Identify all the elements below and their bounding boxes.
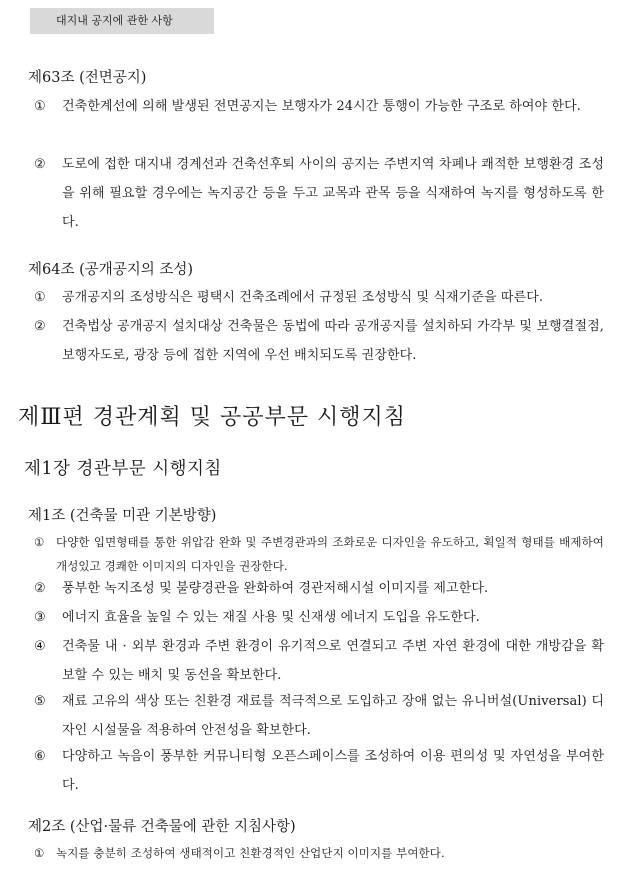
item-text: 에너지 효율을 높일 수 있는 재질 사용 및 신재생 에너지 도입을 유도한다. [62,610,480,625]
article-1-item-5 [34,687,604,745]
article-63-item-1 [34,92,604,121]
chapter-title: 제1장 경관부문 시행지침 [24,459,222,479]
item-text: 녹지를 충분히 조성하여 생태적이고 친환경적인 산업단지 이미지를 부여한다. [56,846,445,860]
item-text: 도로에 접한 대지내 경계선과 건축선후퇴 사이의 공지는 주변지역 차폐나 쾌적한 보행환경 조성을 위해 필요할 경우에는 녹지공간 등을 두고 교목과 관목 등을 식재하여 녹지를 형성하도록 한다. [62,157,604,230]
item-number: ② [34,581,46,596]
section-header: 대지내 공지에 관한 사항 [30,8,214,34]
item-number: ② [34,157,46,172]
item-text: 다양한 입면형태를 통한 위압감 완화 및 주변경관과의 조화로운 디자인을 유도하고, 획일적 형태를 배제하여 개성있고 경쾌한 이미지의 디자인을 권장한다. [56,535,604,573]
article-2-item-1 [34,841,604,865]
article-64-title: 제64조 (공개공지의 조성) [28,262,194,278]
article-1-item-2 [34,574,604,603]
article-2-title: 제2조 (산업·물류 건축물에 관한 지침사항) [28,819,296,835]
article-1-item-6 [34,742,604,800]
article-63-title: 제63조 (전면공지) [28,70,147,86]
item-number: ① [34,535,45,549]
item-number: ① [34,99,46,114]
item-number: ② [34,319,46,334]
item-number: ④ [34,639,46,654]
article-63-item-2 [34,150,604,237]
item-text: 건축법상 공개공지 설치대상 건축물은 동법에 따라 공개공지를 설치하되 가각부 및 보행결절점, 보행자도로, 광장 등에 접한 지역에 우선 배치되도록 권장한다. [62,319,604,363]
article-1-title: 제1조 (건축물 미관 기본방향) [28,508,217,524]
item-text: 풍부한 녹지조성 및 불량경관을 완화하여 경관저해시설 이미지를 제고한다. [62,581,489,596]
item-text: 공개공지의 조성방식은 평택시 건축조례에서 규정된 조성방식 및 식재기준을 따른다. [62,290,544,305]
item-number: ① [34,290,46,305]
item-number: ① [34,846,45,860]
article-1-item-3 [34,603,604,632]
item-number: ⑥ [34,749,46,764]
item-text: 다양하고 녹음이 풍부한 커뮤니티형 오픈스페이스를 조성하여 이용 편의성 및 자연성을 부여한다. [62,749,604,793]
article-1-item-1 [34,530,604,578]
article-64-item-2 [34,312,604,370]
article-1-item-4 [34,632,604,690]
part-title: 제Ⅲ편 경관계획 및 공공부문 시행지침 [18,405,406,430]
item-text: 건축물 내 · 외부 환경과 주변 환경이 유기적으로 연결되고 주변 자연 환경에 대한 개방감을 확보할 수 있는 배치 및 동선을 확보한다. [62,639,604,683]
item-text: 재료 고유의 색상 또는 친환경 재료를 적극적으로 도입하고 장애 없는 유니버설(Universal) 디자인 시설물을 적용하여 안전성을 확보한다. [62,694,604,738]
item-text: 건축한계선에 의해 발생된 전면공지는 보행자가 24시간 통행이 가능한 구조로 하여야 한다. [62,99,581,114]
item-number: ③ [34,610,46,625]
article-64-item-1 [34,283,604,312]
item-number: ⑤ [34,694,46,709]
